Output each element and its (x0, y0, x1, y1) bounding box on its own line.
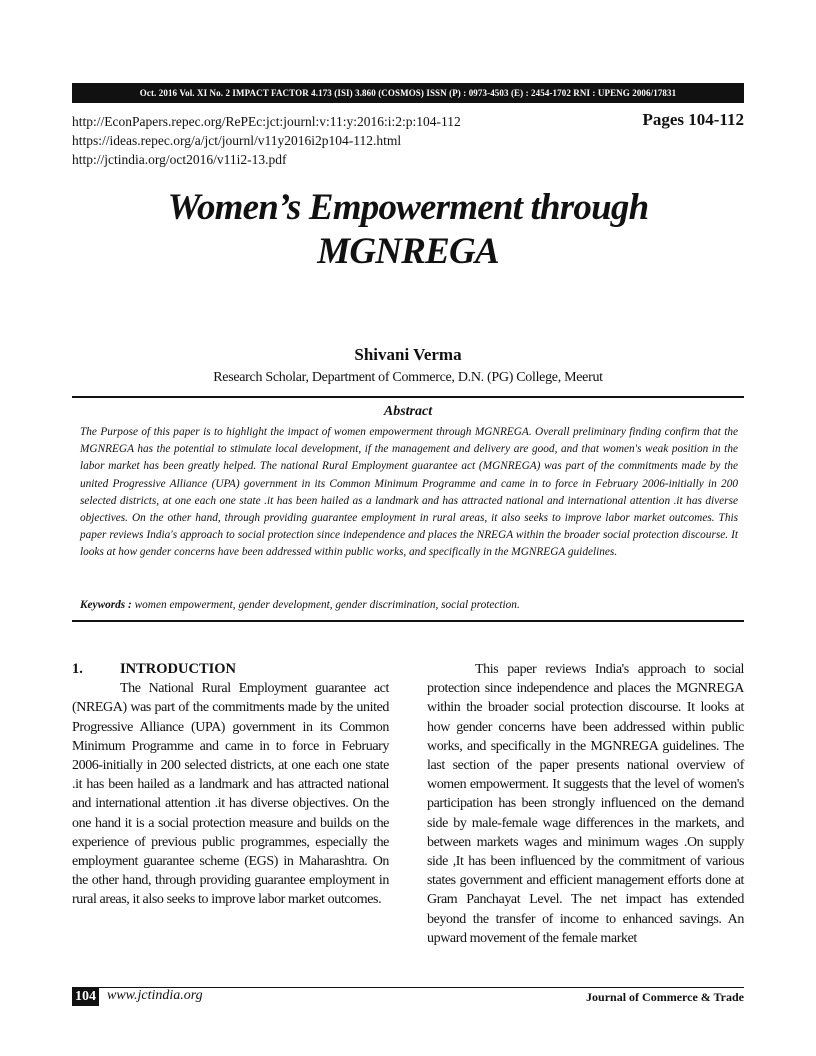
reference-links (72, 112, 461, 169)
footer-website[interactable]: www.jctindia.org (107, 988, 203, 1003)
section-heading (72, 660, 389, 679)
intro-paragraph-left: The National Rural Employment guarantee act (NREGA) was part of the commitments made by the united Progressive Alliance (UPA) government in its Common Minimum Programme and came in to force in February 2006-initially in 200 selected districts, at one each one state .it has been hailed as a landmark and has attracted national and international attention .it has diverse objectives. On the one hand it is a social protection measure and builds on the experience of previous public programmes, especially the employment guarantee scheme (EGS) in Maharashtra. On the other hand, through providing guarantee employment in rural areas, it also seeks to improve labor market outcomes. (72, 681, 389, 908)
paper-title (72, 186, 744, 274)
section-title: INTRODUCTION (120, 661, 237, 677)
journal-header-bar (72, 83, 744, 103)
footer-journal-name: Journal of Commerce & Trade (586, 990, 744, 1004)
keywords-list: women empowerment, gender development, gender discrimination, social protection. (134, 599, 520, 611)
author-name: Shivani Verma (354, 345, 462, 364)
left-column (72, 660, 389, 910)
author-affiliation: Research Scholar, Department of Commerce, D.N. (PG) College, Meerut (213, 370, 603, 385)
page-range: Pages 104-112 (642, 110, 744, 129)
intro-paragraph-right: This paper reviews India's approach to social protection since independence and places the MGNREGA within the broader social protection discourse. It looks at how gender concerns have been addressed within public works, and specifically in the MGNREGA guidelines. The last section of the paper presents national overview of women empowerment. It suggests that the level of women's participation has been strongly influenced on the demand side by male-female wage differences in the markets, and between markets wages and minimum wages .On supply side ,It has been influenced by the commitment of various states government and efficient management efforts done at Gram Panchayat Level. The net impact has extended beyond the transfer of income to enhanced savings. An upward movement of the female market (427, 662, 744, 946)
title-line-2: MGNREGA (317, 231, 499, 272)
title-line-1: Women’s Empowerment through (167, 187, 649, 228)
link-jctindia-pdf[interactable]: http://jctindia.org/oct2016/v11i2-13.pdf (72, 152, 287, 167)
section-number: 1. (72, 661, 83, 677)
keywords-label: Keywords : (80, 599, 132, 611)
abstract-bottom-rule (72, 620, 744, 622)
right-column (427, 660, 744, 948)
abstract-text: The Purpose of this paper is to highlight the impact of women empowerment through MGNREGA. Overall preliminary finding confirm that the MGNREGA has the potential to stimulate local development, if the management and delivery are good, and that women's weak position in the labor market has been greatly helped. The national Rural Employment guarantee act (MGNREGA) was part of the commitments made by the united Progressive Alliance (UPA) government in its Common Minimum Programme and came in to force in February 2006-initially in 200 selected districts, at one each one state .it has been hailed as a landmark and has attracted national and international attention .it has diverse objectives. On the other hand, through providing guarantee employment in rural areas, it also seeks to improve labor market outcomes. This paper reviews India's approach to social protection since independence and places the NREGA within the broader social protection discourse. It looks at how gender concerns have been addressed within public works, and specifically in the MGNREGA guidelines. (80, 426, 738, 559)
link-ideas-repec[interactable]: https://ideas.repec.org/a/jct/journl/v11y2016i2p104-112.html (72, 133, 402, 148)
header-bar-text: Oct. 2016 Vol. XI No. 2 IMPACT FACTOR 4.173 (ISI) 3.860 (COSMOS) ISSN (P) : 0973-4503 (E) : 2454-1702 RNI : UPENG 2006/17831 (139, 88, 677, 98)
keywords-line (80, 597, 738, 614)
link-econpapers[interactable]: http://EconPapers.repec.org/RePEc:jct:journl:v:11:y:2016:i:2:p:104-112 (72, 114, 461, 129)
footer-page-number: 104 (72, 988, 99, 1006)
abstract-top-rule (72, 396, 744, 398)
abstract-heading: Abstract (383, 404, 433, 419)
